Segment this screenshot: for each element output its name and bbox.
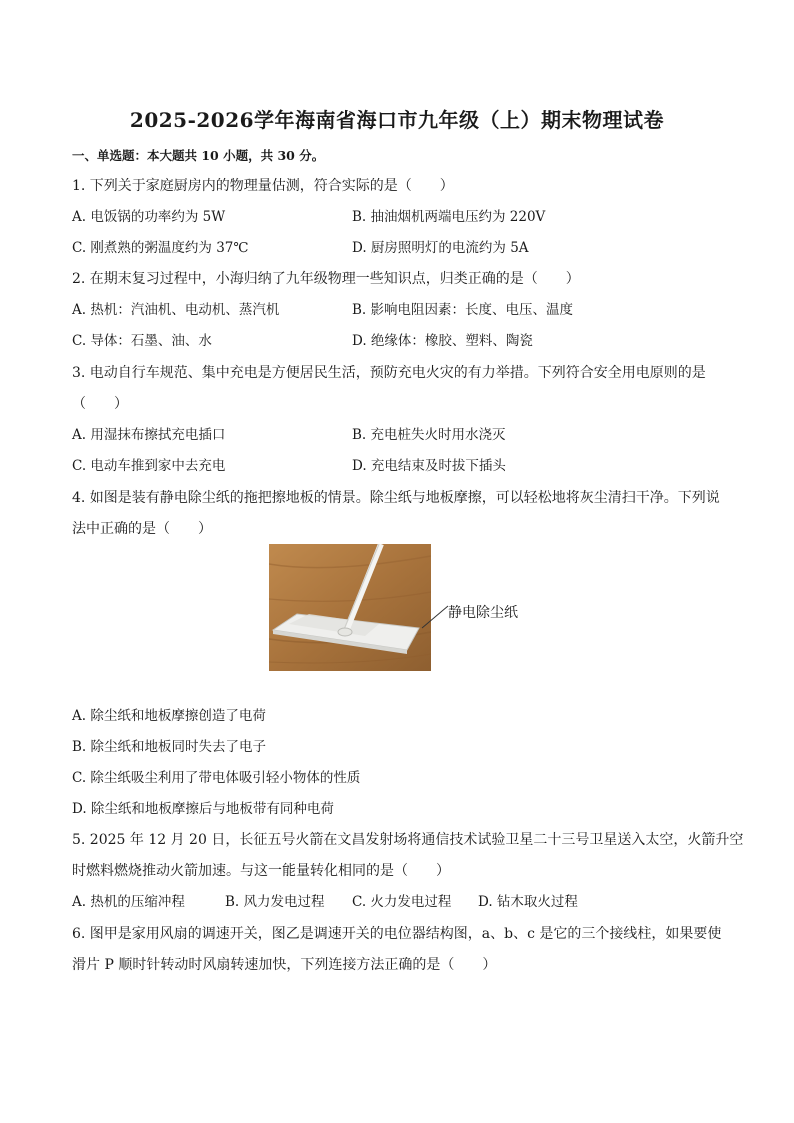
question-2-option-a: A. 热机：汽油机、电动机、蒸汽机 (72, 302, 280, 318)
question-1-option-c: C. 刚煮熟的粥温度约为 37℃ (72, 240, 249, 256)
question-2-option-b: B. 影响电阻因素：长度、电压、温度 (352, 302, 574, 318)
question-5-option-b: B. 风力发电过程 (225, 894, 325, 910)
question-3-option-d: D. 充电结束及时拔下插头 (352, 458, 506, 474)
question-5-option-d: D. 钻木取火过程 (478, 894, 578, 910)
question-1-option-b: B. 抽油烟机两端电压约为 220V (352, 209, 546, 225)
question-3-option-b: B. 充电桩失火时用水浇灭 (352, 427, 506, 443)
question-1-option-d: D. 厨房照明灯的电流约为 5A (352, 240, 529, 256)
question-4-stem-line2: 法中正确的是（ ） (72, 521, 212, 537)
question-2-stem: 2. 在期末复习过程中，小海归纳了九年级物理一些知识点，归类正确的是（ ） (72, 271, 580, 287)
question-4-option-c: C. 除尘纸吸尘利用了带电体吸引轻小物体的性质 (72, 770, 361, 786)
question-3-option-a: A. 用湿抹布擦拭充电插口 (72, 427, 226, 443)
mop-photo (269, 544, 431, 671)
section-heading: 一、单选题：本大题共 10 小题，共 30 分。 (72, 148, 325, 163)
mop-illustration (269, 544, 431, 671)
question-5-option-c: C. 火力发电过程 (352, 894, 452, 910)
page-title: 2025-2026学年海南省海口市九年级（上）期末物理试卷 (129, 108, 665, 132)
question-1-stem: 1. 下列关于家庭厨房内的物理量估测，符合实际的是（ ） (72, 178, 454, 194)
question-5-stem-line1: 5. 2025 年 12 月 20 日，长征五号火箭在文昌发射场将通信技术试验卫星二十三号卫星送入太空，火箭升空 (72, 832, 744, 848)
question-5-option-a: A. 热机的压缩冲程 (72, 894, 185, 910)
figure-label: 静电除尘纸 (448, 605, 518, 621)
question-5-stem-line2: 时燃料燃烧推动火箭加速。与这一能量转化相同的是（ ） (72, 863, 450, 879)
question-2-option-d: D. 绝缘体：橡胶、塑料、陶瓷 (352, 333, 533, 349)
question-6-stem-line1: 6. 图甲是家用风扇的调速开关，图乙是调速开关的电位器结构图，a、b、c 是它的三个接线柱，如果要使 (72, 926, 722, 942)
question-3-stem-line2: （ ） (72, 396, 128, 412)
question-6-stem-line2: 滑片 P 顺时针转动时风扇转速加快，下列连接方法正确的是（ ） (72, 957, 497, 973)
question-4-option-b: B. 除尘纸和地板同时失去了电子 (72, 739, 267, 755)
question-1-option-a: A. 电饭锅的功率约为 5W (72, 209, 226, 225)
question-4-stem-line1: 4. 如图是装有静电除尘纸的拖把擦地板的情景。除尘纸与地板摩擦，可以轻松地将灰尘清扫干净。下列说 (72, 490, 720, 506)
question-3-stem-line1: 3. 电动自行车规范、集中充电是方便居民生活，预防充电火灾的有力举措。下列符合安全用电原则的是 (72, 365, 706, 381)
question-4-option-d: D. 除尘纸和地板摩擦后与地板带有同种电荷 (72, 801, 334, 817)
question-3-option-c: C. 电动车推到家中去充电 (72, 458, 226, 474)
figure-pointer-line (420, 604, 450, 630)
question-2-option-c: C. 导体：石墨、油、水 (72, 333, 212, 349)
question-4-option-a: A. 除尘纸和地板摩擦创造了电荷 (72, 708, 266, 724)
